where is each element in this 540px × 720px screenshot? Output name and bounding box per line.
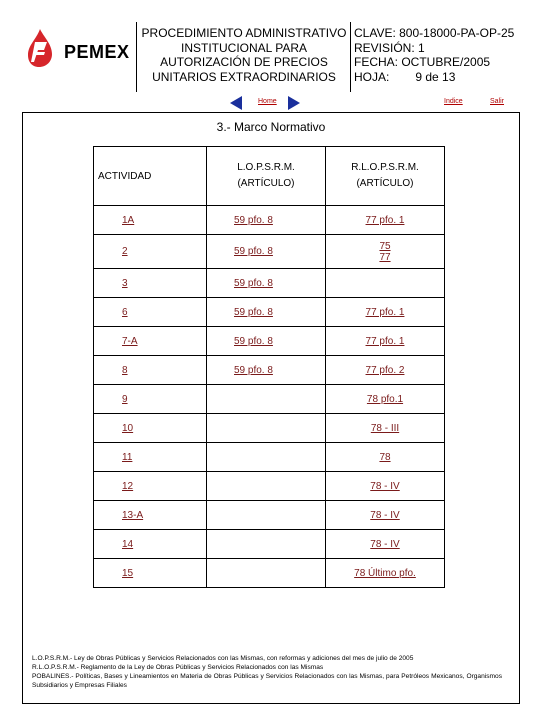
actividad-cell [94,235,207,269]
table-row [94,501,445,530]
actividad-link[interactable]: 13-A [122,509,144,521]
document-header [22,22,520,92]
rlopsrm-cell [326,559,445,588]
footnote-line: POBALINES.- Políticas, Bases y Lineamientos en Materia de Obras Públicas y Servicios Relacionados con las Mismas, para Petróleos Mexicanos, Organismos Subsidiarios y Empresas Filiales [32,673,502,689]
lopsrm-article-link[interactable]: 59 pfo. 8 [234,277,273,289]
rlopsrm-cell [326,235,445,269]
rlopsrm-cell [326,414,445,443]
rlopsrm-article-link[interactable]: 78 [379,451,391,463]
hoja-field [354,70,522,85]
rlopsrm-cell [326,206,445,235]
lopsrm-article-link[interactable]: 59 pfo. 8 [234,364,273,376]
rlopsrm-cell [326,327,445,356]
table-row [94,385,445,414]
header-line: (ARTÍCULO) [237,178,295,189]
pemex-logo [22,22,136,92]
table-row [94,269,445,298]
nav-home[interactable] [258,98,277,112]
actividad-cell [94,269,207,298]
lopsrm-cell [207,206,326,235]
lopsrm-article-link[interactable]: 59 pfo. 8 [234,214,273,226]
table-row [94,414,445,443]
actividad-link[interactable]: 9 [122,393,128,405]
actividad-link[interactable]: 8 [122,364,128,376]
nav-salir[interactable] [490,98,504,112]
table-row [94,298,445,327]
salir-link[interactable]: Salir [490,98,505,105]
actividad-cell [94,559,207,588]
lopsrm-cell [207,559,326,588]
clave-field: CLAVE: 800-18000-PA-OP-25 [354,26,515,40]
rlopsrm-article-link[interactable]: 78 - IV [370,509,400,521]
header-divider [350,22,351,92]
header-lopsrm [207,147,326,206]
header-rlopsrm [326,147,445,206]
lopsrm-article-link[interactable]: 59 pfo. 8 [234,335,273,347]
rlopsrm-article-link[interactable]: 78 - IV [370,480,400,492]
actividad-link[interactable]: 11 [122,451,133,463]
rlopsrm-article-link[interactable]: 77 pfo. 2 [365,364,405,376]
lopsrm-cell [207,327,326,356]
lopsrm-cell [207,530,326,559]
rlopsrm-cell [326,443,445,472]
actividad-cell [94,414,207,443]
revision-field: REVISIÓN: 1 [354,40,425,55]
title-line: AUTORIZACIÓN DE PRECIOS [160,55,328,69]
table-row [94,327,445,356]
rlopsrm-cell [326,269,445,298]
rlopsrm-article-link[interactable]: 77 pfo. 1 [365,306,405,318]
actividad-link[interactable]: 12 [122,480,134,492]
document-title [138,26,350,84]
rlopsrm-article-link[interactable]: 77 pfo. 1 [365,335,405,347]
fecha-field: FECHA: OCTUBRE/2005 [354,55,491,69]
actividad-link[interactable]: 15 [122,567,134,579]
title-line: UNITARIOS EXTRAORDINARIOS [152,69,336,84]
actividad-link[interactable]: 10 [122,422,134,434]
lopsrm-cell [207,385,326,414]
rlopsrm-article-link[interactable]: 78 - IV [370,538,400,550]
table-row [94,559,445,588]
nav-indice[interactable] [444,98,463,112]
actividad-cell [94,443,207,472]
lopsrm-cell [207,443,326,472]
lopsrm-cell [207,269,326,298]
actividad-link[interactable]: 14 [122,538,134,550]
actividad-cell [94,472,207,501]
rlopsrm-cell [326,356,445,385]
actividad-link[interactable]: 1A [122,214,135,226]
actividad-cell [94,501,207,530]
actividad-cell [94,206,207,235]
rlopsrm-cell [326,385,445,414]
hoja-label: HOJA: [354,69,390,84]
lopsrm-cell [207,356,326,385]
actividad-cell [94,385,207,414]
rlopsrm-cell [326,530,445,559]
footnote-line: L.O.P.S.R.M.- Ley de Obras Públicas y Servicios Relacionados con las Mismas, con reformas y adiciones del mes de julio de 2005 [32,655,414,662]
next-page-arrow-icon[interactable] [288,96,300,110]
table-row [94,530,445,559]
header-line: R.L.O.P.S.R.M. [351,162,419,173]
rlopsrm-article-link[interactable]: 78 pfo.1 [366,393,404,405]
pemex-logo-icon [26,28,58,68]
section-title: 3.- Marco Normativo [216,120,326,134]
rlopsrm-article-link[interactable]: 77 pfo. 1 [365,214,405,226]
content-frame [22,112,520,704]
rlopsrm-article-link[interactable]: 78 - III [370,422,400,434]
table-row [94,356,445,385]
table-row [94,472,445,501]
actividad-cell [94,530,207,559]
table-body [94,206,445,588]
actividad-link[interactable]: 3 [122,277,128,289]
previous-page-arrow-icon[interactable] [230,96,242,110]
rlopsrm-article-link[interactable]: 75 [379,240,391,252]
lopsrm-article-link[interactable]: 59 pfo. 8 [234,306,273,318]
rlopsrm-article-link[interactable]: 77 [379,251,391,263]
indice-link[interactable]: Indice [444,98,463,105]
hoja-value: 9 de 13 [415,69,456,84]
rlopsrm-cell [326,501,445,530]
lopsrm-cell [207,414,326,443]
lopsrm-article-link[interactable]: 59 pfo. 8 [234,246,273,257]
actividad-cell [94,327,207,356]
lopsrm-cell [207,501,326,530]
actividad-cell [94,356,207,385]
lopsrm-cell [207,235,326,269]
normative-table [93,146,445,588]
table-header-row [94,147,445,206]
rlopsrm-cell [326,298,445,327]
title-line: PROCEDIMIENTO ADMINISTRATIVO [141,26,347,40]
actividad-link[interactable]: 2 [122,246,128,257]
header-actividad: ACTIVIDAD [94,147,207,206]
lopsrm-cell [207,298,326,327]
header-divider [136,22,137,92]
table-row [94,235,445,269]
rlopsrm-cell [326,472,445,501]
lopsrm-cell [207,472,326,501]
footnote [32,654,502,690]
table-row [94,443,445,472]
logo-wordmark: PEMEX [64,42,130,62]
rlopsrm-article-link[interactable]: 78 Último pfo. [354,567,416,579]
header-line: (ARTÍCULO) [356,178,414,189]
title-line: INSTITUCIONAL PARA [180,40,308,55]
document-meta [354,26,522,84]
actividad-link[interactable]: 6 [122,306,128,318]
table-row [94,206,445,235]
actividad-link[interactable]: 7-A [122,335,138,347]
footnote-line: R.L.O.P.S.R.M.- Reglamento de la Ley de Obras Públicas y Servicios Relacionados con las Mismas [32,664,324,671]
actividad-cell [94,298,207,327]
home-link[interactable]: Home [258,98,277,105]
header-line: L.O.P.S.R.M. [237,162,295,173]
